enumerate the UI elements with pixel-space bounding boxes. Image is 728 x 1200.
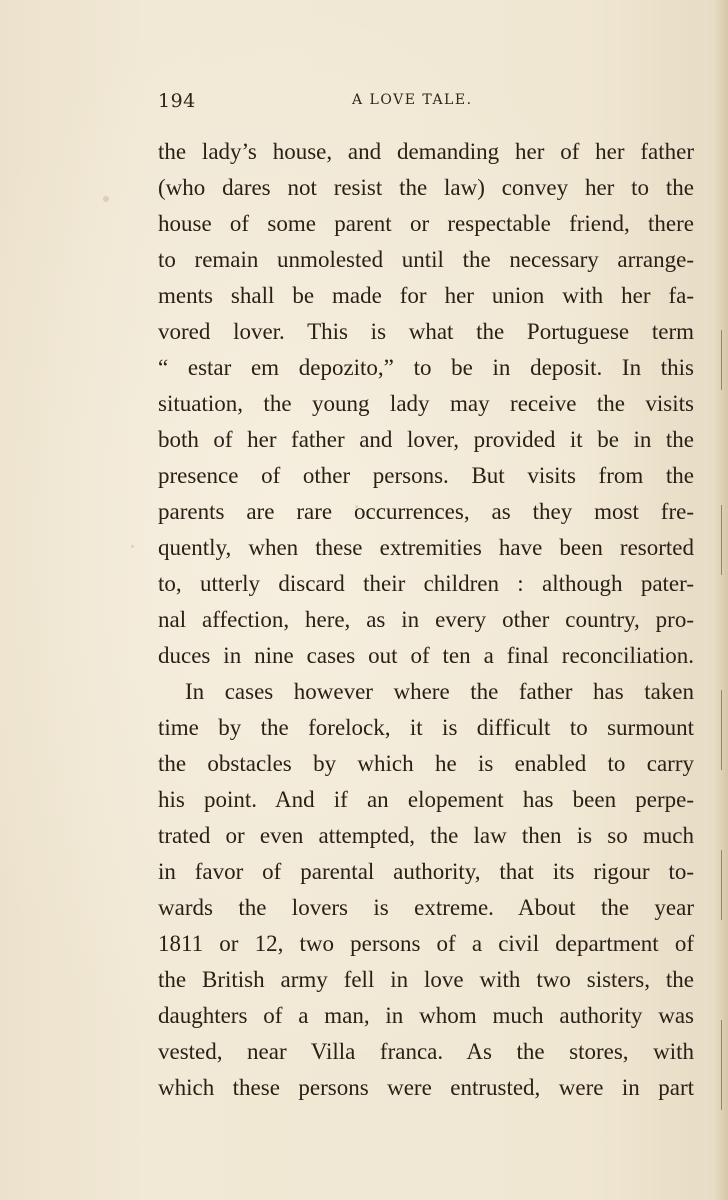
text-line: ments shall be made for her union with her fa- <box>158 283 694 308</box>
page-edge-mark <box>721 1020 722 1110</box>
page-edge-mark <box>721 850 722 920</box>
page-number: 194 <box>158 90 196 112</box>
text-line: vested, near Villa franca. As the stores, with <box>158 1039 694 1064</box>
page-header <box>158 90 693 120</box>
text-line: vored lover. This is what the Portuguese term <box>158 319 694 344</box>
text-line: the lady’s house, and demanding her of her father <box>158 139 694 164</box>
text-line: in favor of parental authority, that its rigour to- <box>158 859 694 884</box>
text-line: parents are rare occurrences, as they most fre- <box>158 499 694 524</box>
text-line: to, utterly discard their children : although pater- <box>158 571 694 596</box>
text-line: time by the forelock, it is difficult to surmount <box>158 715 694 740</box>
page-edge-mark <box>721 505 722 575</box>
page-edge-mark <box>721 330 722 390</box>
text-line: trated or even attempted, the law then is so much <box>158 823 694 848</box>
text-line: (who dares not resist the law) convey her to the <box>158 175 694 200</box>
text-line: the obstacles by which he is enabled to carry <box>158 751 694 776</box>
paragraph <box>158 134 694 674</box>
paragraph <box>158 674 694 1106</box>
text-line: which these persons were entrusted, were in part <box>158 1075 694 1100</box>
text-line: the British army fell in love with two sisters, the <box>158 967 694 992</box>
text-line: both of her father and lover, provided it be in the <box>158 427 694 452</box>
running-head: A LOVE TALE. <box>352 92 473 108</box>
text-line: house of some parent or respectable friend, there <box>158 211 694 236</box>
text-line: 1811 or 12, two persons of a civil department of <box>158 931 694 956</box>
paper-spot <box>103 196 109 202</box>
text-line: In cases however where the father has taken <box>185 679 694 704</box>
text-line: nal affection, here, as in every other country, pro- <box>158 607 694 632</box>
text-line: wards the lovers is extreme. About the year <box>158 895 694 920</box>
page-edge-mark <box>721 690 722 770</box>
text-line: to remain unmolested until the necessary arrange- <box>158 247 694 272</box>
text-line: daughters of a man, in whom much authority was <box>158 1003 694 1028</box>
body-text <box>158 134 694 1106</box>
text-line: “ estar em depozito,” to be in deposit. In this <box>158 355 694 380</box>
text-line: quently, when these extremities have been resorted <box>158 535 694 560</box>
text-line: situation, the young lady may receive the visits <box>158 391 694 416</box>
text-line: his point. And if an elopement has been perpe- <box>158 787 694 812</box>
text-line: presence of other persons. But visits from the <box>158 463 694 488</box>
text-line: duces in nine cases out of ten a final reconciliation. <box>158 643 694 668</box>
paper-spot <box>131 545 134 548</box>
